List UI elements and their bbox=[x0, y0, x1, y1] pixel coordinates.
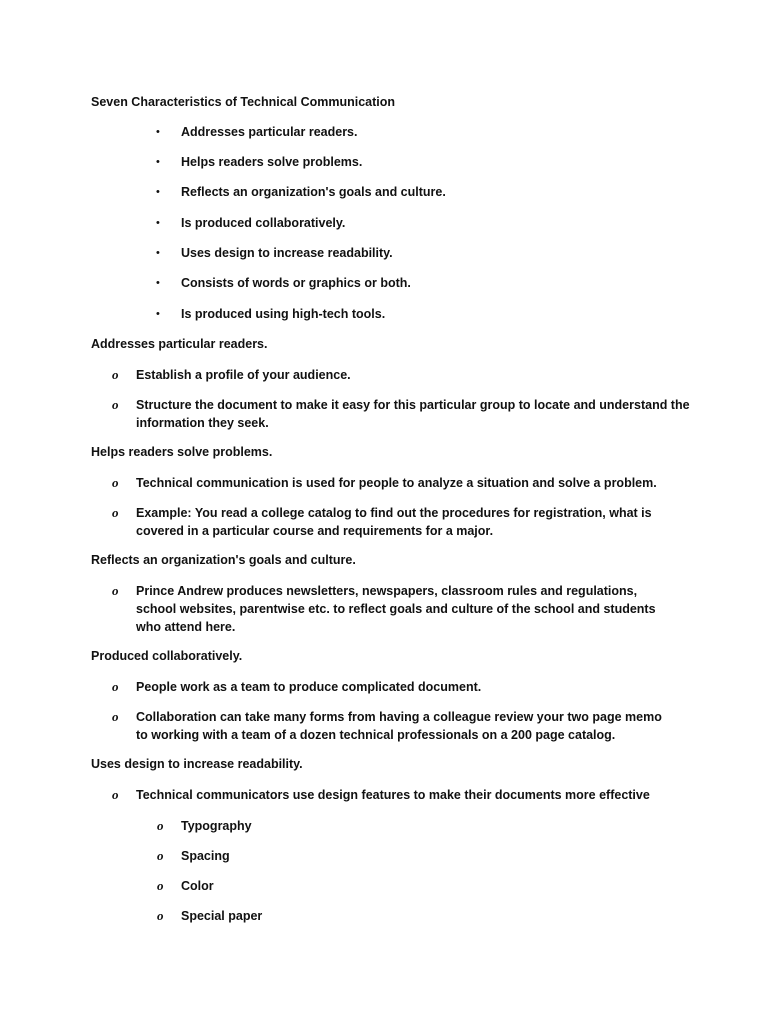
sub-bullet-icon: o bbox=[112, 367, 119, 382]
characteristic-item bbox=[0, 154, 768, 172]
section-heading: Reflects an organization's goals and culture. bbox=[91, 553, 356, 567]
characteristic-text: Consists of words or graphics or both. bbox=[181, 276, 411, 290]
section-item: Technical communicators use design features to make their documents more effective bbox=[136, 788, 650, 802]
characteristic-item bbox=[0, 245, 768, 263]
sub-bullet-icon: o bbox=[112, 475, 119, 490]
section-item: Prince Andrew produces newsletters, newspapers, classroom rules and regulations, school websites, parentwise etc. to reflect goals and culture of the school and students who attend here. bbox=[136, 584, 656, 634]
bullet-icon: • bbox=[156, 308, 160, 320]
design-feature-item: Special paper bbox=[181, 909, 263, 923]
sub-bullet-icon: o bbox=[112, 583, 119, 598]
section-item: Structure the document to make it easy for this particular group to locate and understand the information they seek. bbox=[136, 398, 690, 430]
bullet-icon: • bbox=[156, 126, 160, 138]
characteristic-text: Is produced using high-tech tools. bbox=[181, 307, 386, 321]
design-feature-item: Typography bbox=[181, 819, 252, 833]
section-heading: Addresses particular readers. bbox=[91, 337, 268, 351]
section-heading: Helps readers solve problems. bbox=[91, 445, 273, 459]
characteristic-text: Helps readers solve problems. bbox=[181, 155, 363, 169]
sub-bullet-icon: o bbox=[157, 908, 164, 923]
sub-bullet-icon: o bbox=[157, 878, 164, 893]
sub-bullet-icon: o bbox=[112, 709, 119, 724]
design-feature-item: Color bbox=[181, 879, 214, 893]
section-item: Technical communication is used for people to analyze a situation and solve a problem. bbox=[136, 476, 657, 490]
characteristic-text: Addresses particular readers. bbox=[181, 125, 358, 139]
characteristic-text: Reflects an organization's goals and culture. bbox=[181, 185, 446, 199]
sub-bullet-icon: o bbox=[112, 679, 119, 694]
bullet-icon: • bbox=[156, 247, 160, 259]
characteristic-item bbox=[0, 184, 768, 202]
bullet-icon: • bbox=[156, 186, 160, 198]
document-title: Seven Characteristics of Technical Communication bbox=[91, 95, 396, 109]
section-heading: Uses design to increase readability. bbox=[91, 757, 303, 771]
bullet-icon: • bbox=[156, 217, 160, 229]
characteristic-text: Is produced collaboratively. bbox=[181, 216, 346, 230]
sub-bullet-icon: o bbox=[112, 505, 119, 520]
sub-bullet-icon: o bbox=[157, 848, 164, 863]
section-item: People work as a team to produce complicated document. bbox=[136, 680, 482, 694]
design-feature-item: Spacing bbox=[181, 849, 230, 863]
bullet-icon: • bbox=[156, 156, 160, 168]
characteristic-item bbox=[0, 275, 768, 293]
characteristic-item bbox=[0, 215, 768, 233]
bullet-icon: • bbox=[156, 277, 160, 289]
sub-bullet-icon: o bbox=[112, 787, 119, 802]
characteristic-text: Uses design to increase readability. bbox=[181, 246, 393, 260]
characteristic-item bbox=[0, 124, 768, 142]
section-item: Establish a profile of your audience. bbox=[136, 368, 351, 382]
sub-bullet-icon: o bbox=[112, 397, 119, 412]
section-item: Collaboration can take many forms from having a colleague review your two page memo to working with a team of a dozen technical professionals on a 200 page catalog. bbox=[136, 710, 662, 742]
sub-bullet-icon: o bbox=[157, 818, 164, 833]
section-item: Example: You read a college catalog to find out the procedures for registration, what is covered in a particular course and requirements for a major. bbox=[136, 506, 652, 538]
characteristic-item bbox=[0, 306, 768, 324]
section-heading: Produced collaboratively. bbox=[91, 649, 243, 663]
